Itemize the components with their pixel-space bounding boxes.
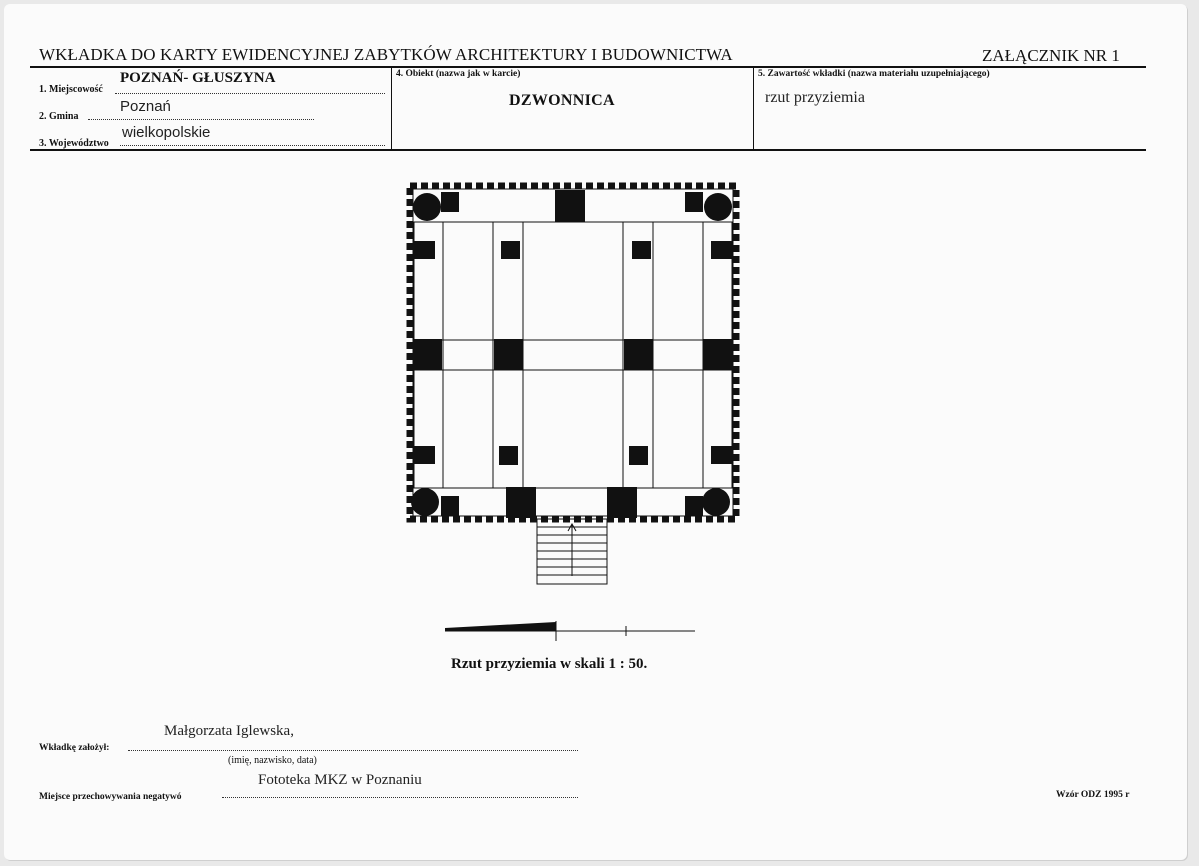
storage-value: Fototeka MKZ w Poznaniu (258, 772, 422, 788)
form-title: WKŁADKA DO KARTY EWIDENCYJNEJ ZABYTKÓW ARCHITEKTURY I BUDOWNICTWA (39, 45, 733, 64)
content-value: rzut przyziemia (765, 89, 865, 106)
locality-label: 1. Miejscowość (39, 84, 103, 95)
column-divider-1 (391, 67, 392, 150)
template-version: Wzór ODZ 1995 r (1056, 790, 1130, 800)
column-divider-2 (753, 67, 754, 150)
drawing-caption: Rzut przyziemia w skali 1 : 50. (451, 656, 648, 672)
object-label: 4. Obiekt (nazwa jak w karcie) (396, 69, 521, 79)
storage-dotted-line (222, 797, 578, 798)
outer-wall (410, 186, 736, 519)
voivodeship-dotted-line (120, 145, 385, 146)
vertical-lines (443, 222, 703, 488)
stairs (537, 519, 607, 584)
locality-dotted-line (115, 93, 385, 94)
inner-frame (414, 222, 732, 488)
commune-label: 2. Gmina (39, 111, 79, 122)
created-by-dotted-line (128, 750, 578, 751)
voivodeship-label: 3. Województwo (39, 138, 109, 149)
corner-columns (411, 193, 732, 516)
scale-bar (440, 618, 700, 644)
commune-dotted-line (88, 119, 314, 120)
storage-label: Miejsce przechowywania negatywó (39, 792, 182, 802)
voivodeship-value: wielkopolskie (122, 124, 211, 141)
commune-value: Poznań (120, 98, 171, 115)
attachment-number: ZAŁĄCZNIK NR 1 (982, 46, 1120, 65)
locality-value: POZNAŃ- GŁUSZYNA (120, 70, 276, 86)
object-value: DZWONNICA (509, 92, 615, 109)
header-bottom-rule (30, 149, 1146, 151)
created-by-label: Wkładkę założył: (39, 743, 110, 753)
floor-plan-drawing (400, 180, 750, 590)
structural-posts (414, 190, 732, 518)
content-label: 5. Zawartość wkładki (nazwa materiału uzupełniającego) (758, 69, 990, 79)
created-by-hint: (imię, nazwisko, data) (228, 755, 317, 766)
header-top-rule (30, 66, 1146, 68)
created-by-value: Małgorzata Iglewska, (164, 723, 294, 739)
